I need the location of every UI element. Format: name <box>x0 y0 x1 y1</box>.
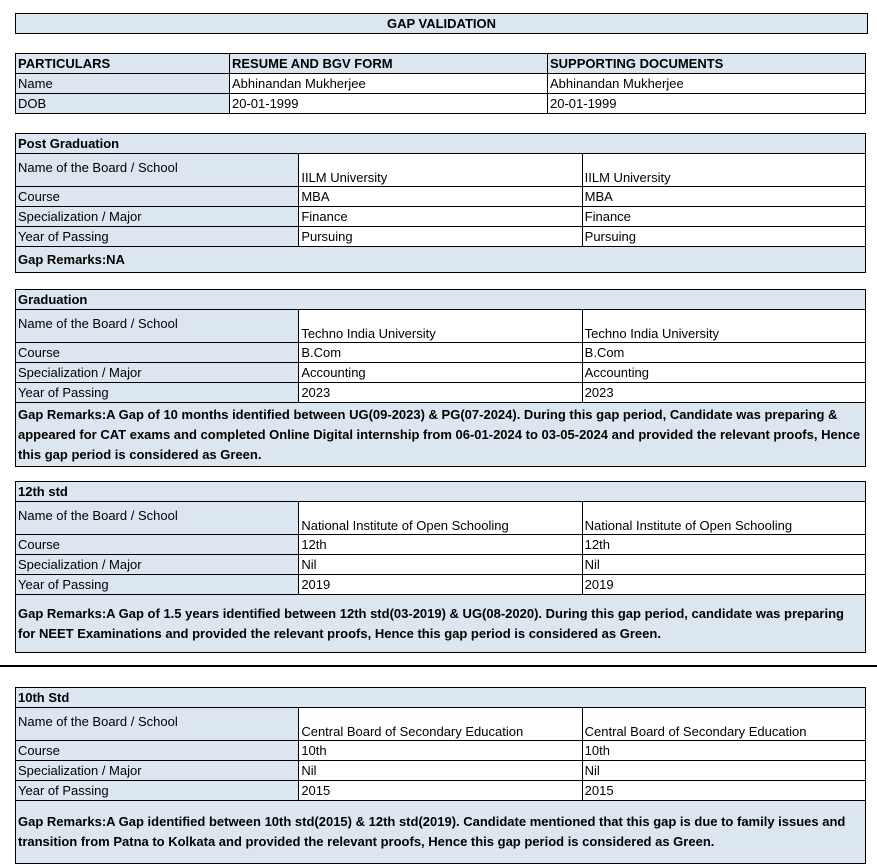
row-label: Year of Passing <box>16 781 299 801</box>
table-row <box>16 74 866 94</box>
gap-remarks: Gap Remarks:A Gap of 1.5 years identified between 12th std(03-2019) & UG(08-2020). During this gap period, candidate was preparing for NEET Examinations and provided the relevant proofs, Hence this gap period is considered as Green. <box>16 595 866 653</box>
table-row <box>16 741 866 761</box>
row-label: Specialization / Major <box>16 363 299 383</box>
row-label: Course <box>16 343 299 363</box>
table-row <box>16 502 866 535</box>
docs-value: 12th <box>582 535 865 555</box>
table-row <box>16 575 866 595</box>
docs-value: Pursuing <box>582 227 865 247</box>
resume-value: Techno India University <box>299 310 582 343</box>
row-label: Name of the Board / School <box>16 502 299 535</box>
resume-value: National Institute of Open Schooling <box>299 502 582 535</box>
docs-value: 2019 <box>582 575 865 595</box>
docs-value: Accounting <box>582 363 865 383</box>
page-title: GAP VALIDATION <box>15 13 868 34</box>
header-particulars: PARTICULARS <box>16 54 230 74</box>
table-row <box>16 708 866 741</box>
row-label: Specialization / Major <box>16 207 299 227</box>
table-row <box>16 781 866 801</box>
docs-value: B.Com <box>582 343 865 363</box>
row-label: Name of the Board / School <box>16 708 299 741</box>
row-label: Name of the Board / School <box>16 310 299 343</box>
row-label: Year of Passing <box>16 383 299 403</box>
resume-value: Nil <box>299 761 582 781</box>
section-heading-row <box>16 290 866 310</box>
resume-value: IILM University <box>299 154 582 187</box>
docs-value: Techno India University <box>582 310 865 343</box>
remarks-row <box>16 801 866 864</box>
resume-value: 12th <box>299 535 582 555</box>
section-heading-row <box>16 134 866 154</box>
row-label: Specialization / Major <box>16 761 299 781</box>
row-label: Course <box>16 187 299 207</box>
resume-value: Nil <box>299 555 582 575</box>
row-label: Year of Passing <box>16 575 299 595</box>
table-row <box>16 207 866 227</box>
row-label: DOB <box>16 94 230 114</box>
table-row <box>16 555 866 575</box>
section-heading-row <box>16 688 866 708</box>
table-row <box>16 227 866 247</box>
table-row <box>16 94 866 114</box>
gap-remarks: Gap Remarks:NA <box>16 247 866 273</box>
docs-value: MBA <box>582 187 865 207</box>
docs-value: 2023 <box>582 383 865 403</box>
resume-value: Finance <box>299 207 582 227</box>
personal-table <box>15 53 866 114</box>
resume-value: 20-01-1999 <box>230 94 548 114</box>
resume-value: 10th <box>299 741 582 761</box>
section-10th-std <box>15 687 866 864</box>
docs-value: Abhinandan Mukherjee <box>548 74 866 94</box>
docs-value: 2015 <box>582 781 865 801</box>
docs-value: Nil <box>582 761 865 781</box>
table-row <box>16 383 866 403</box>
docs-value: Finance <box>582 207 865 227</box>
resume-value: 2015 <box>299 781 582 801</box>
header-resume: RESUME AND BGV FORM <box>230 54 548 74</box>
row-label: Name of the Board / School <box>16 154 299 187</box>
docs-value: 20-01-1999 <box>548 94 866 114</box>
table-row <box>16 761 866 781</box>
table-row <box>16 535 866 555</box>
resume-value: Accounting <box>299 363 582 383</box>
section-graduation <box>15 289 866 467</box>
docs-value: 10th <box>582 741 865 761</box>
gap-remarks: Gap Remarks:A Gap identified between 10th std(2015) & 12th std(2019). Candidate mentioned that this gap is due to family issues and transition from Patna to Kolkata and provided the relevant proofs, Hence this gap period is considered as Green. <box>16 801 866 864</box>
resume-value: Pursuing <box>299 227 582 247</box>
docs-value: National Institute of Open Schooling <box>582 502 865 535</box>
docs-value: Central Board of Secondary Education <box>582 708 865 741</box>
row-label: Specialization / Major <box>16 555 299 575</box>
section-post-graduation <box>15 133 866 273</box>
remarks-row <box>16 595 866 653</box>
row-label: Course <box>16 741 299 761</box>
section-heading-row <box>16 482 866 502</box>
docs-value: IILM University <box>582 154 865 187</box>
row-label: Name <box>16 74 230 94</box>
section-heading: 12th std <box>16 482 866 502</box>
header-documents: SUPPORTING DOCUMENTS <box>548 54 866 74</box>
section-heading: Graduation <box>16 290 866 310</box>
table-row <box>16 187 866 207</box>
section-heading: Post Graduation <box>16 134 866 154</box>
row-label: Year of Passing <box>16 227 299 247</box>
resume-value: MBA <box>299 187 582 207</box>
resume-value: B.Com <box>299 343 582 363</box>
docs-value: Nil <box>582 555 865 575</box>
remarks-row <box>16 247 866 273</box>
resume-value: 2023 <box>299 383 582 403</box>
table-row <box>16 310 866 343</box>
resume-value: Central Board of Secondary Education <box>299 708 582 741</box>
table-row <box>16 154 866 187</box>
table-row <box>16 343 866 363</box>
section-heading: 10th Std <box>16 688 866 708</box>
header-row <box>16 54 866 74</box>
row-label: Course <box>16 535 299 555</box>
resume-value: 2019 <box>299 575 582 595</box>
section-12th-std <box>15 481 866 653</box>
resume-value: Abhinandan Mukherjee <box>230 74 548 94</box>
table-row <box>16 363 866 383</box>
remarks-row <box>16 403 866 467</box>
gap-remarks: Gap Remarks:A Gap of 10 months identified between UG(09-2023) & PG(07-2024). During this gap period, Candidate was preparing & appeared for CAT exams and completed Online Digital internship from 06-01-2024 to 03-05-2024 and provided the relevant proofs, Hence this gap period is considered as Green. <box>16 403 866 467</box>
page-break-divider <box>0 665 877 667</box>
